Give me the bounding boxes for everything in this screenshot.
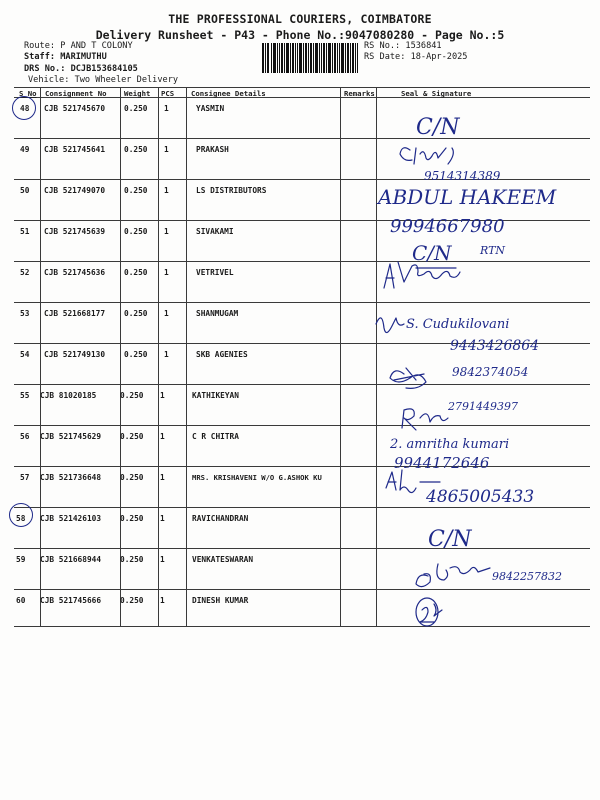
row-pcs: 1	[164, 186, 169, 195]
signature-row-52	[376, 230, 590, 294]
row-pcs: 1	[160, 555, 165, 564]
row-consignment: CJB 521745636	[44, 268, 106, 277]
row-sno: 48	[20, 104, 30, 113]
row-pcs: 1	[164, 104, 169, 113]
handwritten-cn: C/N	[416, 115, 460, 140]
row-weight: 0.250	[124, 186, 148, 195]
row-sno: 49	[20, 145, 30, 154]
drs-number: DRS No.: DCJB153684105	[24, 64, 138, 74]
row-weight: 0.250	[124, 227, 148, 236]
route-label: Route: P AND T COLONY	[24, 41, 133, 51]
handwritten-cn: C/N	[412, 241, 452, 265]
row-weight: 0.250	[120, 555, 144, 564]
row-pcs: 1	[160, 514, 165, 523]
row-weight: 0.250	[120, 473, 144, 482]
row-consignee: DINESH KUMAR	[192, 596, 249, 605]
row-consignment: CJB 521736648	[40, 473, 102, 482]
handwritten-phone: 9443426864	[450, 338, 540, 354]
row-consignment: CJB 521749070	[44, 186, 106, 195]
handwritten-phone: 9994667980	[390, 216, 505, 237]
handwritten-phone: 9842374054	[452, 365, 529, 379]
row-weight: 0.250	[124, 350, 148, 359]
handwritten-rtn: RTN	[480, 244, 506, 257]
row-pcs: 1	[160, 473, 165, 482]
vehicle-label: Vehicle: Two Wheeler Delivery	[28, 75, 179, 85]
rs-date: RS Date: 18-Apr-2025	[364, 52, 468, 62]
row-pcs: 1	[164, 309, 169, 318]
row-pcs: 1	[160, 432, 165, 441]
handwritten-name: 2. amritha kumari	[390, 437, 510, 452]
handwritten-name: ABDUL HAKEEM	[378, 185, 557, 209]
row-sno: 58	[16, 514, 26, 523]
row-consignee: C R CHITRA	[192, 432, 239, 441]
col-header-signature: Seal & Signature	[401, 89, 472, 98]
handwritten-phone: 4865005433	[426, 487, 535, 507]
row-consignee: PRAKASH	[196, 145, 229, 154]
row-sno: 53	[20, 309, 30, 318]
row-consignee: VENKATESWARAN	[192, 555, 254, 564]
row-pcs: 1	[164, 350, 169, 359]
row-consignment: CJB 521745670	[44, 104, 106, 113]
row-consignment: CJB 521668177	[44, 309, 106, 318]
row-consignee: YASMIN	[196, 104, 225, 113]
col-header-pcs: PCS	[161, 89, 175, 98]
handwritten-name: S. Cudukilovani	[406, 317, 510, 332]
row-pcs: 1	[164, 268, 169, 277]
row-consignment: CJB 521426103	[40, 514, 102, 523]
row-consignee: SHANMUGAM	[196, 309, 239, 318]
col-header-weight: Weight	[124, 89, 151, 98]
handwritten-phone: 2791449397	[448, 400, 518, 413]
row-sno: 57	[20, 473, 30, 482]
row-consignee: KATHIKEYAN	[192, 391, 239, 400]
row-consignment: CJB 521745666	[40, 596, 102, 605]
staff-label: Staff: MARIMUTHU	[24, 52, 107, 62]
row-consignment: CJB 81020185	[40, 391, 97, 400]
row-pcs: 1	[164, 227, 169, 236]
row-sno: 50	[20, 186, 30, 195]
row-consignment: CJB 521668944	[40, 555, 102, 564]
row-weight: 0.250	[120, 432, 144, 441]
row-pcs: 1	[160, 391, 165, 400]
circle-mark-48	[12, 96, 36, 120]
handwritten-cn: C/N	[428, 527, 472, 552]
company-title: THE PROFESSIONAL COURIERS, COIMBATORE	[168, 12, 432, 26]
row-weight: 0.250	[124, 268, 148, 277]
row-pcs: 1	[160, 596, 165, 605]
row-consignee: SIVAKAMI	[196, 227, 234, 236]
row-consignee: VETRIVEL	[196, 268, 234, 277]
row-weight: 0.250	[124, 104, 148, 113]
handwritten-phone: 9842257832	[492, 570, 562, 583]
handwritten-phone: 9514314389	[424, 169, 501, 183]
signature-row-60	[376, 590, 590, 654]
col-header-consignee: Consignee Details	[191, 89, 266, 98]
row-weight: 0.250	[120, 391, 144, 400]
row-consignment: CJB 521745641	[44, 145, 106, 154]
rs-number: RS No.: 1536841	[364, 41, 442, 51]
handwritten-phone: 9944172646	[394, 454, 490, 472]
row-weight: 0.250	[120, 514, 144, 523]
row-weight: 0.250	[124, 145, 148, 154]
row-sno: 52	[20, 268, 30, 277]
barcode-image	[262, 43, 358, 73]
row-consignee: RAVICHANDRAN	[192, 514, 249, 523]
row-sno: 60	[16, 596, 26, 605]
col-header-remarks: Remarks	[344, 89, 375, 98]
row-weight: 0.250	[120, 596, 144, 605]
row-sno: 55	[20, 391, 30, 400]
row-sno: 54	[20, 350, 30, 359]
row-consignment: CJB 521749130	[44, 350, 106, 359]
circle-mark-58	[9, 503, 33, 527]
row-pcs: 1	[164, 145, 169, 154]
row-consignment: CJB 521745639	[44, 227, 106, 236]
row-consignee: LS DISTRIBUTORS	[196, 186, 267, 195]
runsheet-title: Delivery Runsheet - P43 - Phone No.:9047080280 - Page No.:5	[95, 28, 505, 42]
row-weight: 0.250	[124, 309, 148, 318]
row-consignee: SKB AGENIES	[196, 350, 248, 359]
col-header-sno: S No	[19, 89, 37, 98]
row-sno: 59	[16, 555, 26, 564]
row-consignment: CJB 521745629	[40, 432, 102, 441]
row-sno: 56	[20, 432, 30, 441]
col-header-consignment: Consignment No	[45, 89, 107, 98]
row-sno: 51	[20, 227, 30, 236]
row-consignee: MRS. KRISHAVENI W/O G.ASHOK KU	[192, 473, 322, 482]
